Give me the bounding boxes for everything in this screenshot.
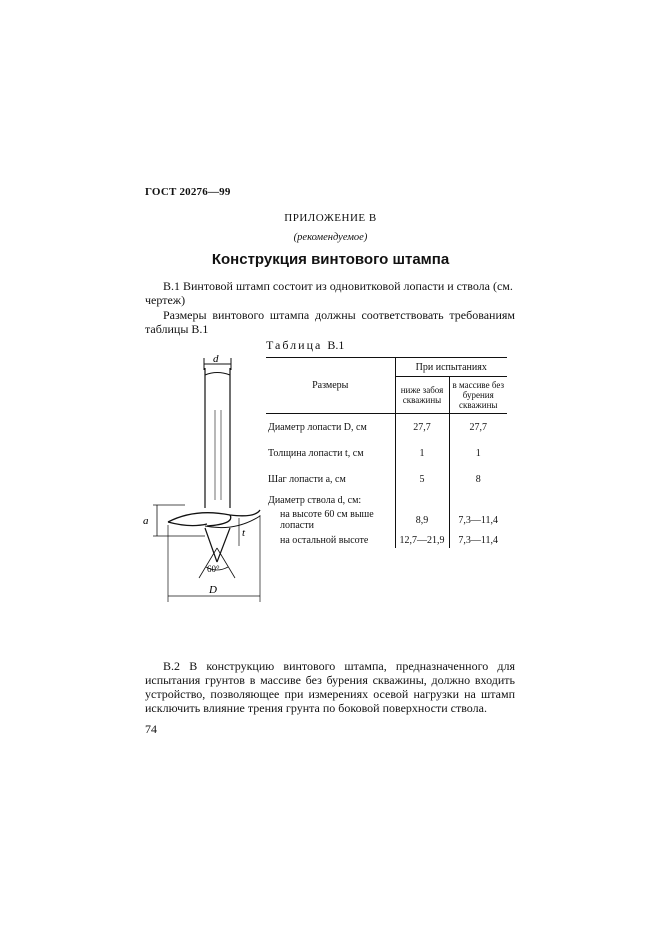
table-caption xyxy=(266,338,344,353)
label-angle: 60° xyxy=(207,564,220,574)
table-row xyxy=(266,508,507,532)
row-name: Диаметр лопасти D, см xyxy=(266,414,395,441)
row-name: Толщина лопасти t, см xyxy=(266,440,395,466)
appendix-label: ПРИЛОЖЕНИЕ В xyxy=(284,212,377,224)
label-d: d xyxy=(213,353,219,365)
row-value-1: 8,9 xyxy=(395,508,449,532)
column-header-group: При испытаниях xyxy=(395,358,507,377)
cone-left xyxy=(205,528,217,562)
column-header-below-bottom: ниже забоя скважины xyxy=(395,377,449,414)
dimensions-table xyxy=(266,357,507,548)
row-name: Шаг лопасти a, см xyxy=(266,466,395,492)
column-header-dimensions: Размеры xyxy=(266,358,395,414)
row-name-shaft-sub2: на остальной высоте xyxy=(266,532,395,548)
paragraph-b1-line1: В.1 Винтовой штамп состоит из одновитковой лопасти и ствола (см. чертеж) xyxy=(145,279,513,307)
label-D: D xyxy=(209,584,217,596)
paragraph-b2: В.2 В конструкцию винтового штампа, предназначенного для испытания грунтов в массиве без бурения скважины, должно входить устройство, позволяющее при измерениях осевой нагрузки на штамп исключить влияние трения грунта по боковой поверхности ствола. xyxy=(145,659,515,715)
row-value-2: 27,7 xyxy=(469,421,487,433)
standard-header: ГОСТ 20276—99 xyxy=(145,186,231,198)
label-t: t xyxy=(242,527,246,539)
table-row xyxy=(266,532,507,548)
cone-right xyxy=(217,528,230,562)
paragraph-b1-line2: Размеры винтового штампа должны соответствовать требованиям таблицы В.1 xyxy=(145,308,515,336)
table-row xyxy=(266,414,507,441)
row-name-shaft-sub1: на высоте 60 см выше лопасти xyxy=(266,508,395,532)
column-header-in-massif: в массиве без бурения скважины xyxy=(449,377,507,414)
table-caption-prefix: Таблица xyxy=(266,338,323,352)
row-value-1: 12,7—21,9 xyxy=(395,532,449,548)
page-number: 74 xyxy=(145,722,157,736)
row-value-1: 27,7 xyxy=(395,414,449,441)
table-row xyxy=(266,492,507,508)
row-value-2: 8 xyxy=(475,473,481,485)
row-value-2: 7,3—11,4 xyxy=(458,514,499,526)
row-value-1: 5 xyxy=(395,466,449,492)
row-value-2: 1 xyxy=(475,447,481,459)
row-value-2: 7,3—11,4 xyxy=(458,534,499,546)
table-caption-number: В.1 xyxy=(327,338,345,352)
table-row xyxy=(266,440,507,466)
appendix-status: (рекомендуемое) xyxy=(293,232,368,243)
screw-plate-drawing xyxy=(135,350,270,605)
row-name-shaft: Диаметр ствола d, см: xyxy=(266,492,395,508)
blade-lower xyxy=(207,515,231,526)
blade-upper xyxy=(168,510,260,522)
table-row xyxy=(266,466,507,492)
label-a: a xyxy=(143,515,149,527)
appendix-title: Конструкция винтового штампа xyxy=(211,251,450,268)
row-value-1: 1 xyxy=(395,440,449,466)
